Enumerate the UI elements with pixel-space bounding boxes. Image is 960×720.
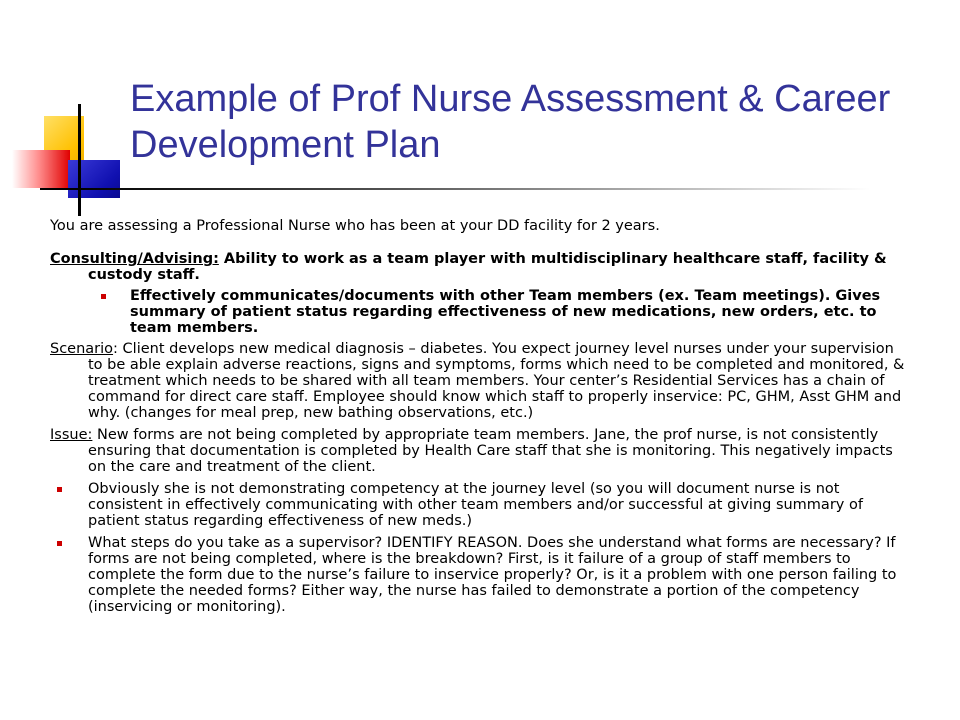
issue-paragraph xyxy=(50,427,910,475)
issue-label: Issue: xyxy=(50,427,93,443)
consulting-bullet: Effectively communicates/documents with other Team members (ex. Team meetings). Gives summary of patient status regarding effectiveness of new medications, new orders, etc. to team members. xyxy=(130,288,910,336)
decorative-corner-graphic xyxy=(0,0,140,220)
red-square-decoration xyxy=(12,150,70,188)
scenario-text: : Client develops new medical diagnosis – diabetes. You expect journey level nurses under your supervision to be able explain adverse reactions, signs and symptoms, forms which need to be completed and monitored, & treatment which needs to be shared with all team members. Your center’s Residential Services has a chain of command for direct care staff. Employee should know which staff to properly inservice: PC, GHM, Asst GHM and why. (changes for meal prep, new bathing observations, etc.) xyxy=(88,341,905,421)
consulting-label: Consulting/Advising: xyxy=(50,251,219,267)
issue-bullet-supervisor-steps: What steps do you take as a supervisor? IDENTIFY REASON. Does she understand what forms are necessary? If forms are not being completed, where is the breakdown? First, is it failure of a group of staff members to complete the form due to the nurse’s failure to inservice properly? Or, is it a problem with one person failing to complete the needed forms? Either way, the nurse has failed to demonstrate a portion of the competency (inservicing or monitoring). xyxy=(88,535,910,615)
consulting-text: Ability to work as a team player with multidisciplinary healthcare staff, facility & custody staff. xyxy=(88,251,887,283)
issue-text: New forms are not being completed by appropriate team members. Jane, the prof nurse, is not consistently ensuring that documentation is completed by Health Care staff that she is monitoring. This negatively impacts on the care and treatment of the client. xyxy=(88,427,893,475)
title-underline-rule xyxy=(80,188,870,190)
blue-square-decoration xyxy=(68,160,120,198)
vertical-line-decoration xyxy=(78,104,81,216)
scenario-label: Scenario xyxy=(50,341,114,357)
issue-bullet-competency: Obviously she is not demonstrating competency at the journey level (so you will document nurse is not consistent in effectively communicating with other team members and/or successful at giving summary of patient status regarding effectiveness of new meds.) xyxy=(88,481,910,529)
slide-body xyxy=(50,218,910,615)
scenario-paragraph xyxy=(50,341,910,421)
intro-text: You are assessing a Professional Nurse who has been at your DD facility for 2 years. xyxy=(50,218,660,234)
consulting-paragraph xyxy=(50,251,910,283)
slide-title: Example of Prof Nurse Assessment & Career Development Plan xyxy=(130,78,891,166)
